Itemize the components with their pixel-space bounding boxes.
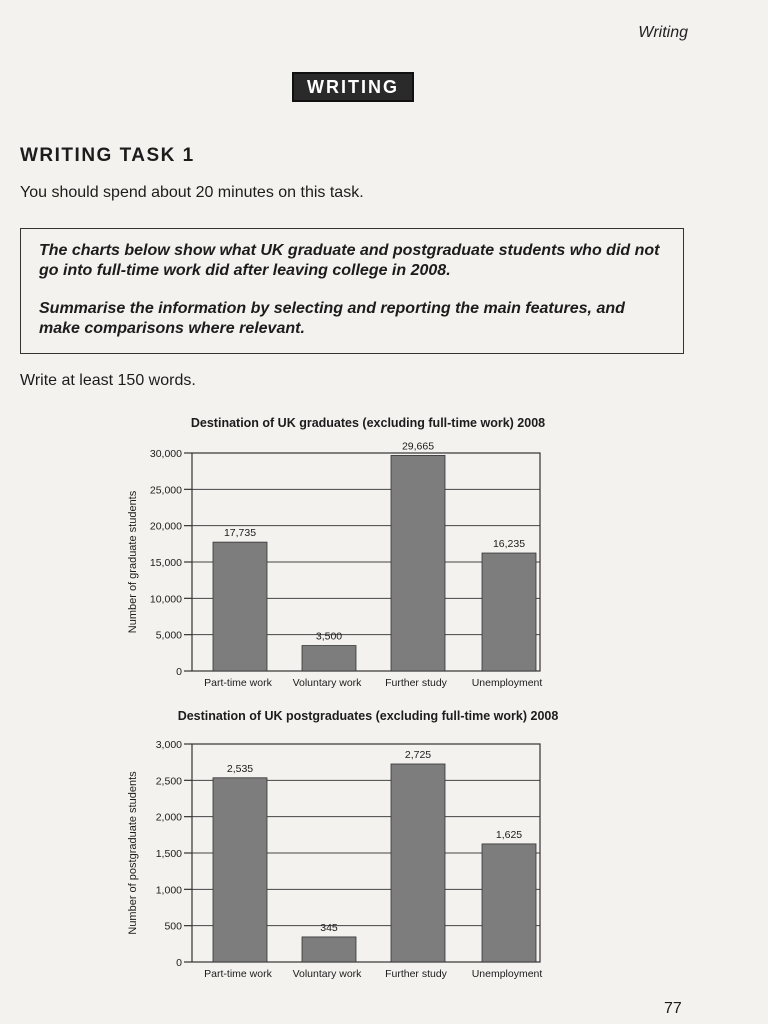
bar-value-label: 345 bbox=[320, 921, 338, 934]
y-axis-label: Number of graduate students bbox=[127, 490, 139, 634]
bar-value-label: 2,725 bbox=[404, 748, 432, 761]
task-prompt-instruction: Summarise the information by selecting and reporting the main features, and make comparisons where relevant. bbox=[39, 300, 625, 337]
bar-further-study bbox=[391, 764, 445, 962]
y-tick-label: 25,000 bbox=[149, 484, 182, 497]
bar-part-time-work bbox=[213, 778, 267, 962]
bar-value-label: 2,535 bbox=[226, 762, 254, 775]
bar-voluntary-work bbox=[302, 937, 356, 962]
word-count-instruction: Write at least 150 words. bbox=[20, 372, 196, 389]
bar-value-label: 29,665 bbox=[401, 440, 435, 453]
task-title: WRITING TASK 1 bbox=[20, 145, 195, 166]
y-tick-label: 30,000 bbox=[149, 448, 182, 460]
bar-unemployment bbox=[482, 844, 536, 962]
x-category-label: Part-time work bbox=[204, 968, 272, 980]
y-tick-label: 5,000 bbox=[155, 629, 182, 642]
running-head: Writing bbox=[638, 24, 688, 41]
y-tick-label: 20,000 bbox=[149, 520, 182, 533]
x-category-label: Part-time work bbox=[204, 677, 272, 689]
bar-value-label: 1,625 bbox=[495, 828, 523, 841]
y-tick-label: 2,500 bbox=[155, 775, 182, 788]
bar-unemployment bbox=[482, 553, 536, 671]
task-prompt-description: The charts below show what UK graduate and postgraduate students who did not go into full-time work did after leaving college in 2008. bbox=[39, 242, 660, 279]
x-category-label: Voluntary work bbox=[292, 968, 362, 980]
x-category-label: Further study bbox=[385, 968, 447, 980]
bar-value-label: 17,735 bbox=[223, 527, 257, 540]
y-tick-label: 2,000 bbox=[155, 811, 182, 824]
y-tick-label: 3,000 bbox=[155, 739, 182, 751]
y-axis-label: Number of postgraduate students bbox=[127, 771, 139, 935]
y-tick-label: 0 bbox=[176, 666, 182, 678]
chart-title: Destination of UK graduates (excluding full-time work) 2008 bbox=[190, 416, 546, 430]
chart-title: Destination of UK postgraduates (excluding full-time work) 2008 bbox=[177, 709, 559, 723]
bar-further-study bbox=[391, 455, 445, 671]
y-tick-label: 0 bbox=[176, 957, 182, 969]
y-tick-label: 15,000 bbox=[149, 557, 182, 569]
bar-value-label: 3,500 bbox=[315, 630, 343, 643]
x-category-label: Further study bbox=[385, 677, 447, 689]
task-prompt-box bbox=[20, 228, 684, 354]
section-tag: WRITING bbox=[292, 72, 414, 102]
bar-value-label: 16,235 bbox=[492, 538, 526, 551]
x-category-label: Unemployment bbox=[471, 968, 543, 980]
bar-part-time-work bbox=[213, 542, 267, 671]
graduates-bar-chart bbox=[0, 405, 768, 695]
x-category-label: Unemployment bbox=[471, 677, 543, 689]
y-tick-label: 1,500 bbox=[155, 848, 182, 860]
page-number: 77 bbox=[664, 1000, 682, 1017]
time-instruction: You should spend about 20 minutes on this task. bbox=[20, 184, 364, 201]
y-tick-label: 1,000 bbox=[155, 884, 182, 897]
bar-voluntary-work bbox=[302, 646, 356, 671]
y-tick-label: 10,000 bbox=[149, 593, 182, 606]
y-tick-label: 500 bbox=[164, 920, 182, 933]
postgraduates-bar-chart bbox=[0, 700, 768, 990]
x-category-label: Voluntary work bbox=[292, 677, 362, 689]
